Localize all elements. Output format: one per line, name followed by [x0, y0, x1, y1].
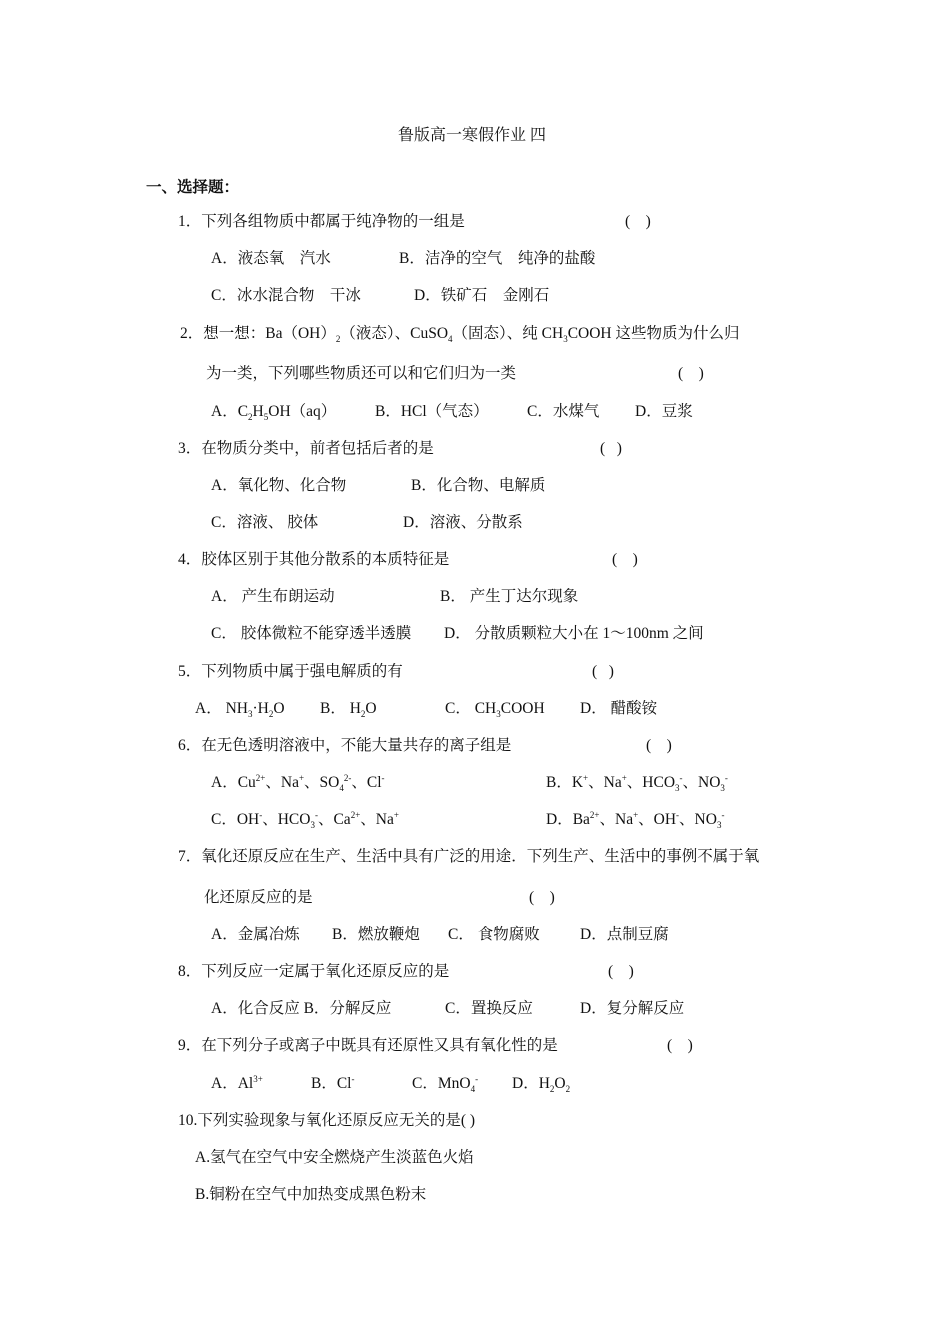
q1-option-b: B．洁净的空气 纯净的盐酸 [399, 250, 596, 267]
q3-option-a: A．氧化物、化合物 [211, 477, 347, 494]
q3-option-c: C．溶液、 胶体 [211, 514, 319, 531]
q10-option-b: B.铜粉在空气中加热变成黑色粉末 [195, 1186, 427, 1203]
q1-answer-blank[interactable]: ( ) [625, 213, 651, 230]
q6-stem: 6．在无色透明溶液中，不能大量共存的离子组是 [178, 737, 512, 754]
q3-stem: 3．在物质分类中，前者包括后者的是 [178, 440, 434, 457]
option-part: 、Na [588, 774, 622, 791]
option-part: B．Cl [311, 1075, 352, 1092]
option-part: 、Cl [351, 774, 382, 791]
option-part: ·H [252, 700, 269, 717]
option-part: O [365, 700, 377, 717]
q7-answer-blank[interactable]: ( ) [529, 889, 555, 906]
superscript: - [721, 809, 725, 820]
q2-stem-part: （固态）、纯 CH [452, 325, 564, 342]
q1-option-a: A．液态氧 汽水 [211, 250, 331, 267]
superscript: 2- [343, 772, 352, 783]
subscript: 2 [248, 412, 253, 423]
option-part: C．OH [211, 811, 260, 828]
option-part: A．Cu [211, 774, 256, 791]
q2-option-c: C．水煤气 [527, 403, 600, 420]
q6-option-d [546, 810, 724, 830]
option-part: 、OH [638, 811, 677, 828]
q7-option-d: D．点制豆腐 [580, 926, 669, 943]
option-part: OH（aq） [268, 403, 337, 420]
q8-option-c: C．置换反应 [445, 1000, 533, 1017]
page-title: 鲁版高一寒假作业 四 [398, 127, 547, 144]
subscript: 3 [720, 783, 725, 794]
q9-answer-blank[interactable]: ( ) [667, 1037, 693, 1054]
option-part: 、HCO [262, 811, 311, 828]
option-part: 、NO [682, 774, 721, 791]
option-part: 、NO [679, 811, 717, 828]
option-part: C．MnO [412, 1075, 471, 1092]
superscript: - [676, 809, 680, 820]
option-part: O [554, 1075, 566, 1092]
q7-option-a: A．金属冶炼 [211, 926, 300, 943]
subscript: 3 [496, 709, 501, 720]
q3-answer-blank[interactable]: ( ) [600, 440, 622, 457]
option-part: C． CH [445, 700, 497, 717]
q7-stem-line1: 7．氧化还原反应在生产、生活中具有广泛的用途．下列生产、生活中的事例不属于氧 [178, 848, 760, 865]
superscript: 3+ [253, 1073, 263, 1084]
q2-stem-line1 [180, 324, 739, 344]
q6-option-a [211, 773, 385, 793]
section-heading: 一、选择题： [146, 179, 240, 196]
superscript: - [724, 772, 728, 783]
option-part: 、Na [265, 774, 299, 791]
q2-option-d: D．豆浆 [635, 403, 693, 420]
option-part: 、SO [304, 774, 340, 791]
q7-option-c: C． 食物腐败 [448, 926, 540, 943]
q2-option-a [211, 402, 336, 422]
q5-option-b [320, 699, 377, 719]
subscript: 2 [360, 709, 366, 720]
subscript: 3 [563, 334, 568, 345]
q1-option-c: C．冰水混合物 干冰 [211, 287, 361, 304]
option-part: B． H [320, 700, 361, 717]
q8-option-ab: A．化合反应 B．分解反应 [211, 1000, 392, 1017]
q7-option-b: B．燃放鞭炮 [332, 926, 420, 943]
q2-answer-blank[interactable]: ( ) [678, 365, 704, 382]
superscript: - [475, 1073, 479, 1084]
q5-stem: 5．下列物质中属于强电解质的有 [178, 663, 403, 680]
superscript: + [621, 772, 627, 783]
q10-stem: 10.下列实验现象与氧化还原反应无关的是( ) [178, 1112, 476, 1129]
superscript: + [633, 809, 639, 820]
subscript: 3 [310, 820, 315, 831]
q5-option-c [445, 699, 545, 719]
option-part: D．H [512, 1075, 550, 1092]
option-part: D．Ba [546, 811, 590, 828]
q3-option-d: D．溶液、分散系 [403, 514, 523, 531]
superscript: 2+ [350, 809, 361, 820]
q4-option-b: B． 产生丁达尔现象 [440, 588, 579, 605]
q5-option-d: D． 醋酸铵 [580, 700, 658, 717]
superscript: 2+ [255, 772, 266, 783]
q2-option-b: B．HCl（气态） [375, 403, 489, 420]
q4-option-a: A． 产生布朗运动 [211, 588, 335, 605]
q6-option-b [546, 773, 728, 793]
subscript: 4 [470, 1084, 476, 1095]
q2-stem-line2: 为一类，下列哪些物质还可以和它们归为一类 [206, 365, 517, 382]
superscript: - [259, 809, 263, 820]
subscript: 4 [448, 334, 453, 345]
option-part: O [273, 700, 285, 717]
q5-option-a [195, 699, 285, 719]
q2-stem-part: （液态）、CuSO [340, 325, 449, 342]
subscript: 2 [565, 1084, 571, 1095]
q1-stem: 1．下列各组物质中都属于纯净物的一组是 [178, 213, 465, 230]
q4-option-d: D． 分散质颗粒大小在 1～100nm 之间 [444, 625, 704, 642]
q10-option-a: A.氢气在空气中安全燃烧产生淡蓝色火焰 [195, 1149, 474, 1166]
q3-option-b: B．化合物、电解质 [411, 477, 546, 494]
q8-option-d: D．复分解反应 [580, 1000, 685, 1017]
option-part: 、Ca [317, 811, 351, 828]
q7-stem-line2: 化还原反应的是 [204, 889, 313, 906]
superscript: - [679, 772, 683, 783]
subscript: 2 [549, 1084, 555, 1095]
superscript: + [583, 772, 589, 783]
option-part: 、Na [599, 811, 634, 828]
q8-stem: 8．下列反应一定属于氧化还原反应的是 [178, 963, 450, 980]
subscript: 3 [247, 709, 253, 720]
option-part: 、HCO [626, 774, 676, 791]
superscript: - [381, 772, 385, 783]
q4-option-c: C． 胶体微粒不能穿透半透膜 [211, 625, 412, 642]
option-part: A．Al [211, 1075, 254, 1092]
subscript: 5 [263, 412, 269, 423]
q9-option-a [211, 1074, 263, 1094]
q6-option-c [211, 810, 399, 830]
q9-stem: 9．在下列分子或离子中既具有还原性又具有氧化性的是 [178, 1037, 558, 1054]
q1-option-d: D．铁矿石 金刚石 [414, 287, 550, 304]
superscript: + [393, 809, 399, 820]
q8-answer-blank[interactable]: ( ) [608, 963, 634, 980]
subscript: 2 [335, 334, 341, 345]
subscript: 4 [339, 783, 344, 794]
q9-option-c [412, 1074, 478, 1094]
subscript: 3 [675, 783, 680, 794]
subscript: 2 [268, 709, 274, 720]
superscript: 2+ [589, 809, 600, 820]
q2-stem-part: COOH 这些物质为什么归 [567, 325, 740, 342]
q4-stem: 4．胶体区别于其他分散系的本质特征是 [178, 551, 450, 568]
subscript: 3 [716, 820, 722, 831]
q6-answer-blank[interactable]: ( ) [646, 737, 672, 754]
superscript: + [298, 772, 305, 783]
q5-answer-blank[interactable]: ( ) [592, 663, 614, 680]
superscript: - [351, 1073, 355, 1084]
option-part: A．C [211, 403, 249, 420]
q9-option-b [311, 1074, 354, 1094]
option-part: A． NH [195, 700, 248, 717]
superscript: - [314, 809, 318, 820]
option-part: 、Na [360, 811, 394, 828]
q4-answer-blank[interactable]: ( ) [612, 551, 638, 568]
option-part: H [252, 403, 264, 420]
q9-option-d [512, 1074, 570, 1094]
option-part: COOH [500, 700, 545, 717]
q2-stem-part: 2．想一想：Ba（OH） [180, 325, 336, 342]
option-part: B．K [546, 774, 584, 791]
